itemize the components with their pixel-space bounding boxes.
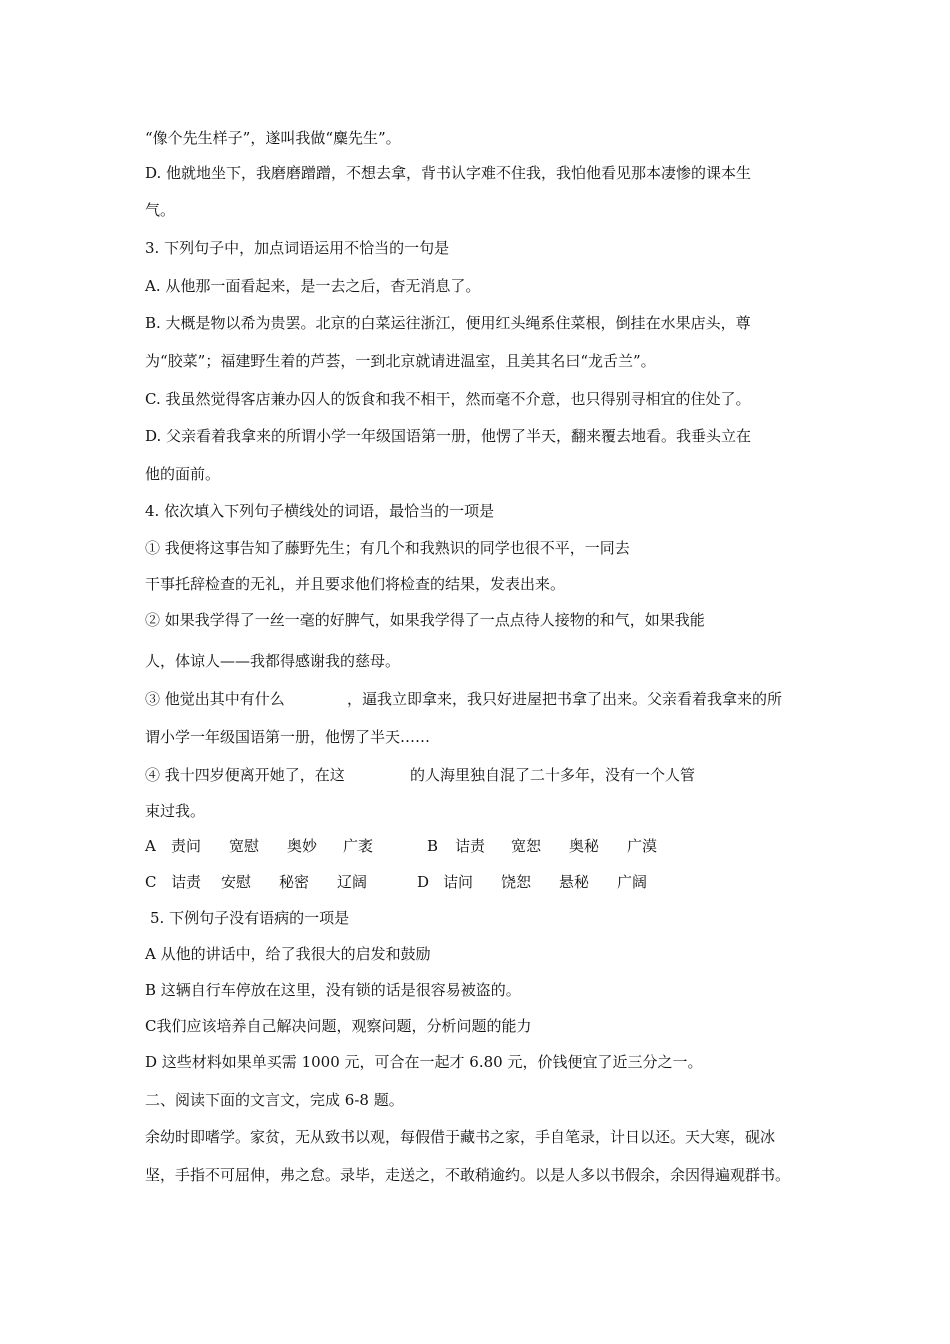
text-line: “像个先生样子”，遂叫我做“麋先生”。 [145, 129, 401, 147]
option-word: 辽阔 [337, 873, 368, 891]
text-line: D. 父亲看着我拿来的所谓小学一年级国语第一册，他愣了半天，翻来覆去地看。我垂头立在 [145, 427, 752, 445]
option-word: 责问 [171, 837, 202, 855]
text-line: 人，体谅人——我都得感谢我的慈母。 [145, 652, 401, 670]
text-line: ② 如果我学得了一丝一毫的好脾气，如果我学得了一点点待人接物的和气，如果我能 [145, 611, 705, 629]
answer-options-row [145, 872, 647, 892]
option-word: 安慰 [221, 873, 252, 891]
option-letter: B [427, 837, 439, 855]
question-3-title: 3. 下列句子中，加点词语运用不恰当的一句是 [145, 239, 450, 257]
text-line: C我们应该培养自己解决问题，观察问题，分析问题的能力 [145, 1017, 532, 1035]
option-word: 宽恕 [511, 837, 542, 855]
option-word: 奥妙 [287, 837, 318, 855]
text-line: 谓小学一年级国语第一册，他愣了半天…… [145, 728, 431, 746]
option-word: 悬秘 [559, 873, 590, 891]
text-line: D. 他就地坐下，我磨磨蹭蹭，不想去拿，背书认字难不住我，我怕他看见那本凄惨的课本生 [145, 164, 752, 182]
option-word: 广漠 [627, 837, 658, 855]
option-word: 宽慰 [229, 837, 260, 855]
option-word: 奥秘 [569, 837, 600, 855]
text-line: B. 大概是物以希为贵罢。北京的白菜运往浙江，便用红头绳系住菜根，倒挂在水果店头，尊 [145, 314, 751, 332]
option-word: 广阔 [617, 873, 648, 891]
text-line: 气。 [145, 201, 176, 219]
option-letter: A [145, 837, 156, 855]
question-4-title: 4. 依次填入下列句子横线处的词语，最恰当的一项是 [145, 502, 495, 520]
text-line: ① 我便将这事告知了藤野先生；有几个和我熟识的同学也很不平，一同去 [145, 539, 630, 557]
text-line: A 从他的讲话中，给了我很大的启发和鼓励 [145, 945, 431, 963]
option-word: 饶恕 [501, 873, 532, 891]
text-line: 束过我。 [145, 802, 206, 820]
text-line: ④ 我十四岁便离开她了，在这 [145, 766, 345, 784]
section-heading: 二、阅读下面的文言文，完成 6-8 题。 [145, 1091, 404, 1109]
option-letter: C [145, 873, 157, 891]
text-line: 为“胶菜”；福建野生着的芦荟，一到北京就请进温室，且美其名曰“龙舌兰”。 [145, 352, 656, 370]
option-word: 秘密 [279, 873, 310, 891]
question-5-title: 5. 下例句子没有语病的一项是 [150, 909, 350, 927]
option-word: 诘责 [171, 873, 202, 891]
answer-options-row [145, 836, 657, 856]
text-line: C. 我虽然觉得客店兼办囚人的饭食和我不相干，然而毫不介意，也只得别寻相宜的住处了。 [145, 390, 751, 408]
classical-text-line: 坚，手指不可屈伸，弗之怠。录毕，走送之，不敢稍逾约。以是人多以书假余，余因得遍观群书。 [145, 1166, 791, 1184]
text-line: 的人海里独自混了二十多年，没有一个人管 [410, 766, 696, 784]
option-word: 诘责 [455, 837, 486, 855]
text-line: D 这些材料如果单买需 1000 元，可合在一起才 6.80 元，价钱便宜了近三分之一。 [145, 1053, 703, 1071]
text-line: 他的面前。 [145, 465, 221, 483]
text-line: ，逼我立即拿来，我只好进屋把书拿了出来。父亲看着我拿来的所 [347, 690, 783, 708]
text-line: 干事托辞检查的无礼，并且要求他们将检查的结果，发表出来。 [145, 575, 566, 593]
text-line: ③ 他觉出其中有什么 [145, 690, 285, 708]
text-line: B 这辆自行车停放在这里，没有锁的话是很容易被盗的。 [145, 981, 521, 999]
option-word: 广袤 [343, 837, 374, 855]
classical-text-line: 余幼时即嗜学。家贫，无从致书以观，每假借于藏书之家，手自笔录，计日以还。天大寒，砚冰 [145, 1128, 776, 1146]
text-line: A. 从他那一面看起来，是一去之后，杳无消息了。 [145, 277, 481, 295]
option-word: 诘问 [443, 873, 474, 891]
option-letter: D [417, 873, 430, 891]
